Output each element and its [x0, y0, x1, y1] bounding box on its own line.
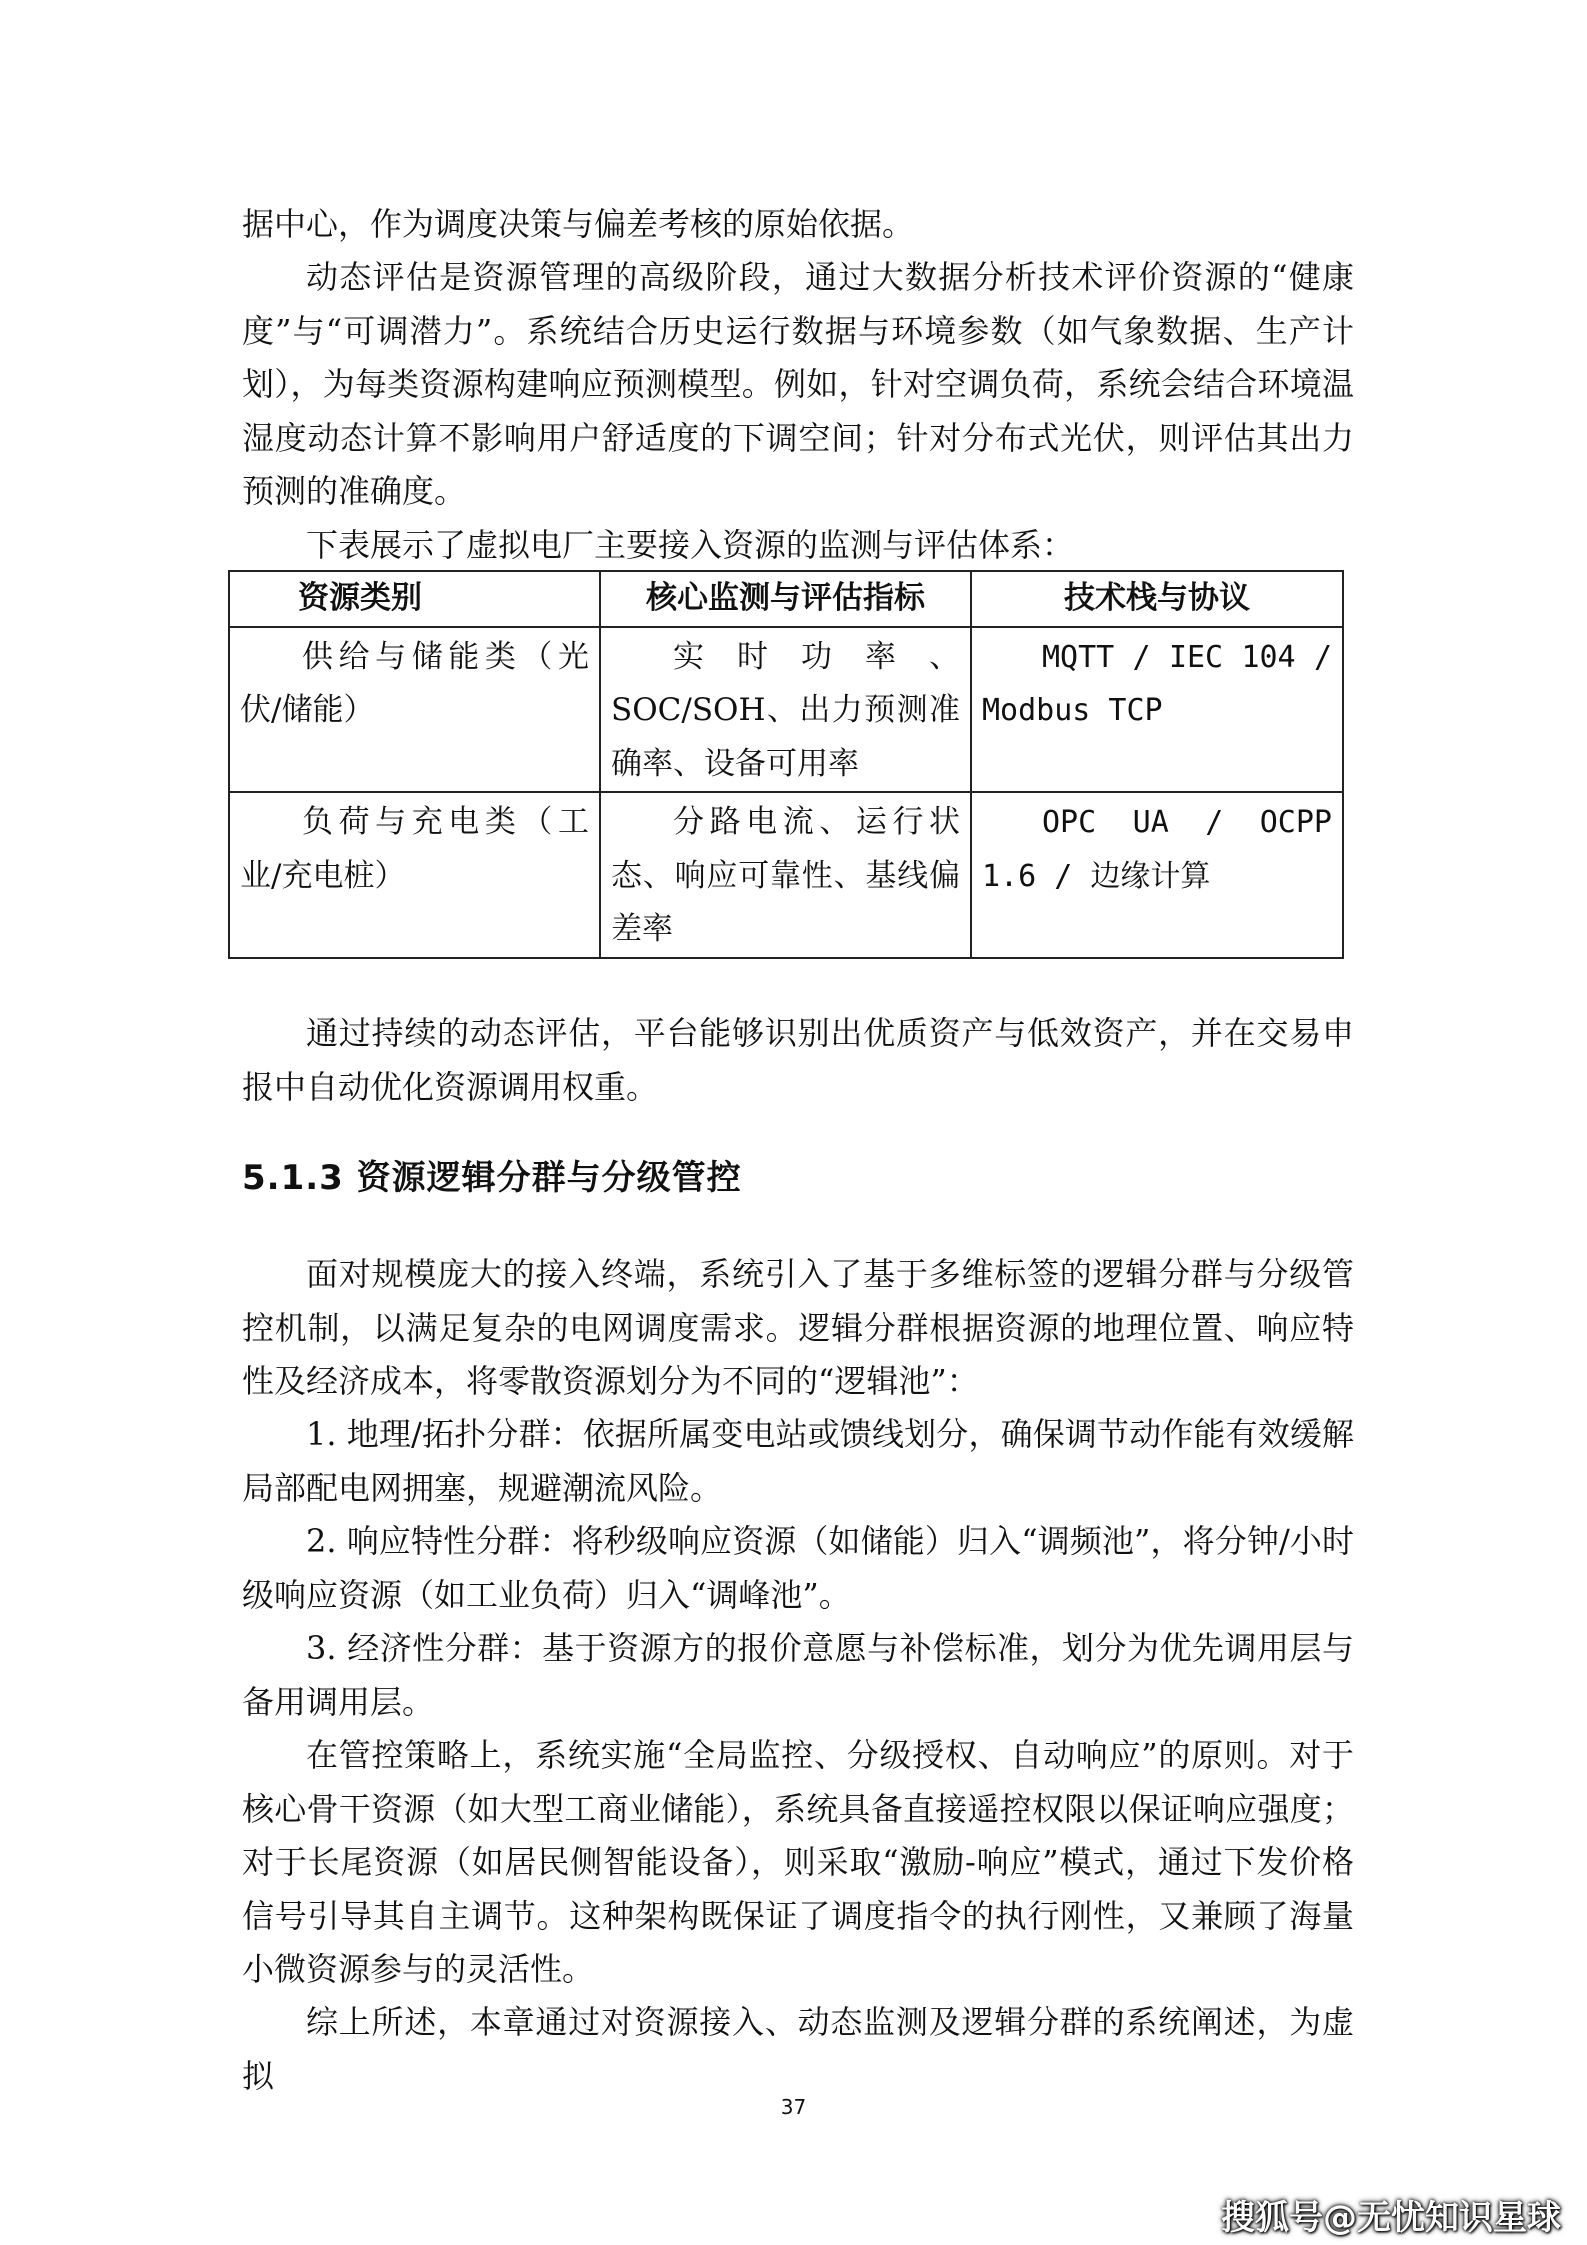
table-header-row: [229, 571, 1343, 627]
paragraph-table-intro: 下表展示了虚拟电厂主要接入资源的监测与评估体系：: [306, 526, 1075, 564]
paragraph-evaluation-result: 通过持续的动态评估，平台能够识别出优质资产与低效资产，并在交易申报中自动优化资源调用权重。: [242, 1014, 1354, 1106]
resource-monitoring-table: [228, 570, 1344, 959]
paragraph-summary: 综上所述，本章通过对资源接入、动态监测及逻辑分群的系统阐述，为虚拟: [242, 2003, 1354, 2095]
table-header-cell: 核心监测与评估指标: [600, 571, 971, 627]
table-row: [229, 792, 1343, 958]
source-watermark: 搜狐号@无忧知识星球: [1221, 2198, 1561, 2238]
list-item-economic: 3. 经济性分群：基于资源方的报价意愿与补偿标准，划分为优先调用层与备用调用层。: [242, 1629, 1354, 1721]
table-cell: OPC UA / OCPP 1.6 / 边缘计算: [971, 792, 1343, 958]
table-cell: MQTT / IEC 104 / Modbus TCP: [971, 627, 1343, 793]
section-heading: 5.1.3 资源逻辑分群与分级管控: [242, 1158, 742, 1198]
paragraph-control-strategy: 在管控策略上，系统实施“全局监控、分级授权、自动响应”的原则。对于核心骨干资源（如大型工商业储能），系统具备直接遥控权限以保证响应强度；对于长尾资源（如居民侧智能设备），则采取“激励-响应”模式，通过下发价格信号引导其自主调节。这种架构既保证了调度指令的执行刚性，又兼顾了海量小微资源参与的灵活性。: [242, 1736, 1354, 1988]
page-number: 37: [780, 2095, 807, 2119]
table-header-cell: 资源类别: [229, 571, 600, 627]
list-item-geographic: 1. 地理/拓扑分群：依据所属变电站或馈线划分，确保调节动作能有效缓解局部配电网拥塞，规避潮流风险。: [242, 1415, 1354, 1507]
table-cell: 分路电流、运行状态、响应可靠性、基线偏差率: [600, 792, 971, 958]
list-item-response: 2. 响应特性分群：将秒级响应资源（如储能）归入“调频池”，将分钟/小时级响应资源（如工业负荷）归入“调峰池”。: [242, 1522, 1354, 1614]
table-row: [229, 627, 1343, 793]
table-cell: 供给与储能类（光伏/储能）: [229, 627, 600, 793]
table-cell: 负荷与充电类（工业/充电桩）: [229, 792, 600, 958]
paragraph-grouping-intro: 面对规模庞大的接入终端，系统引入了基于多维标签的逻辑分群与分级管控机制，以满足复杂的电网调度需求。逻辑分群根据资源的地理位置、响应特性及经济成本，将零散资源划分为不同的“逻辑池”：: [242, 1255, 1354, 1400]
table-cell: 实时功率、SOC/SOH、出力预测准确率、设备可用率: [600, 627, 971, 793]
paragraph-continuation: 据中心，作为调度决策与偏差考核的原始依据。: [242, 205, 915, 243]
paragraph-dynamic-evaluation: 动态评估是资源管理的高级阶段，通过大数据分析技术评价资源的“健康度”与“可调潜力”。系统结合历史运行数据与环境参数（如气象数据、生产计划），为每类资源构建响应预测模型。例如，针对空调负荷，系统会结合环境温湿度动态计算不影响用户舒适度的下调空间；针对分布式光伏，则评估其出力预测的准确度。: [242, 258, 1354, 510]
table-header-cell: 技术栈与协议: [971, 571, 1343, 627]
